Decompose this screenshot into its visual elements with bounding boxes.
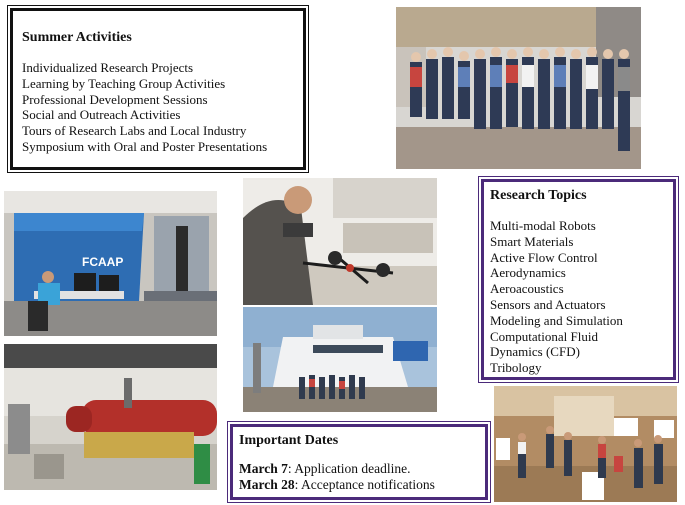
date-text: : Acceptance notifications — [294, 477, 435, 492]
lab-photo — [4, 191, 217, 336]
list-item: Active Flow Control — [490, 249, 598, 265]
date-label: March 7 — [239, 461, 288, 476]
date-text: : Application deadline. — [287, 461, 411, 476]
research-topics-box — [481, 179, 676, 380]
engine-test-photo — [4, 344, 217, 490]
fcaap-logo: FCAAP — [82, 255, 124, 269]
date-label: March 28 — [239, 477, 295, 492]
drone-photo — [243, 178, 437, 305]
list-item: Tours of Research Labs and Local Industry — [22, 123, 247, 139]
list-item: Multi-modal Robots — [490, 218, 596, 233]
list-item: Sensors and Actuators — [490, 296, 606, 312]
list-item: Computational Fluid — [490, 328, 598, 344]
list-item: Aeroacoustics — [490, 281, 564, 297]
list-item: Learning by Teaching Group Activities — [22, 75, 226, 91]
important-dates-title: Important Dates — [239, 433, 339, 448]
list-item: Social and Outreach Activities — [22, 107, 181, 123]
list-item: Tribology — [490, 360, 542, 376]
list-item: Smart Materials — [490, 233, 574, 249]
list-item: Professional Development Sessions — [22, 91, 208, 107]
list-item: Dynamics (CFD) — [490, 344, 580, 360]
summer-activities-list — [22, 60, 295, 155]
list-item: Symposium with Oral and Poster Presentations — [22, 138, 268, 154]
research-topics-title: Research Topics — [490, 188, 587, 203]
research-topics-list — [490, 218, 667, 376]
date-entry-acceptance — [239, 477, 479, 493]
list-item: Modeling and Simulation — [490, 312, 623, 328]
important-dates-box — [230, 424, 488, 500]
group-photo — [396, 7, 641, 169]
summer-activities-title: Summer Activities — [22, 30, 132, 45]
list-item: Individualized Research Projects — [22, 60, 194, 75]
poster-session-photo — [494, 386, 677, 502]
date-entry-application — [239, 461, 479, 477]
list-item: Aerodynamics — [490, 265, 566, 281]
ship-photo — [243, 307, 437, 412]
summer-activities-box — [10, 8, 306, 170]
